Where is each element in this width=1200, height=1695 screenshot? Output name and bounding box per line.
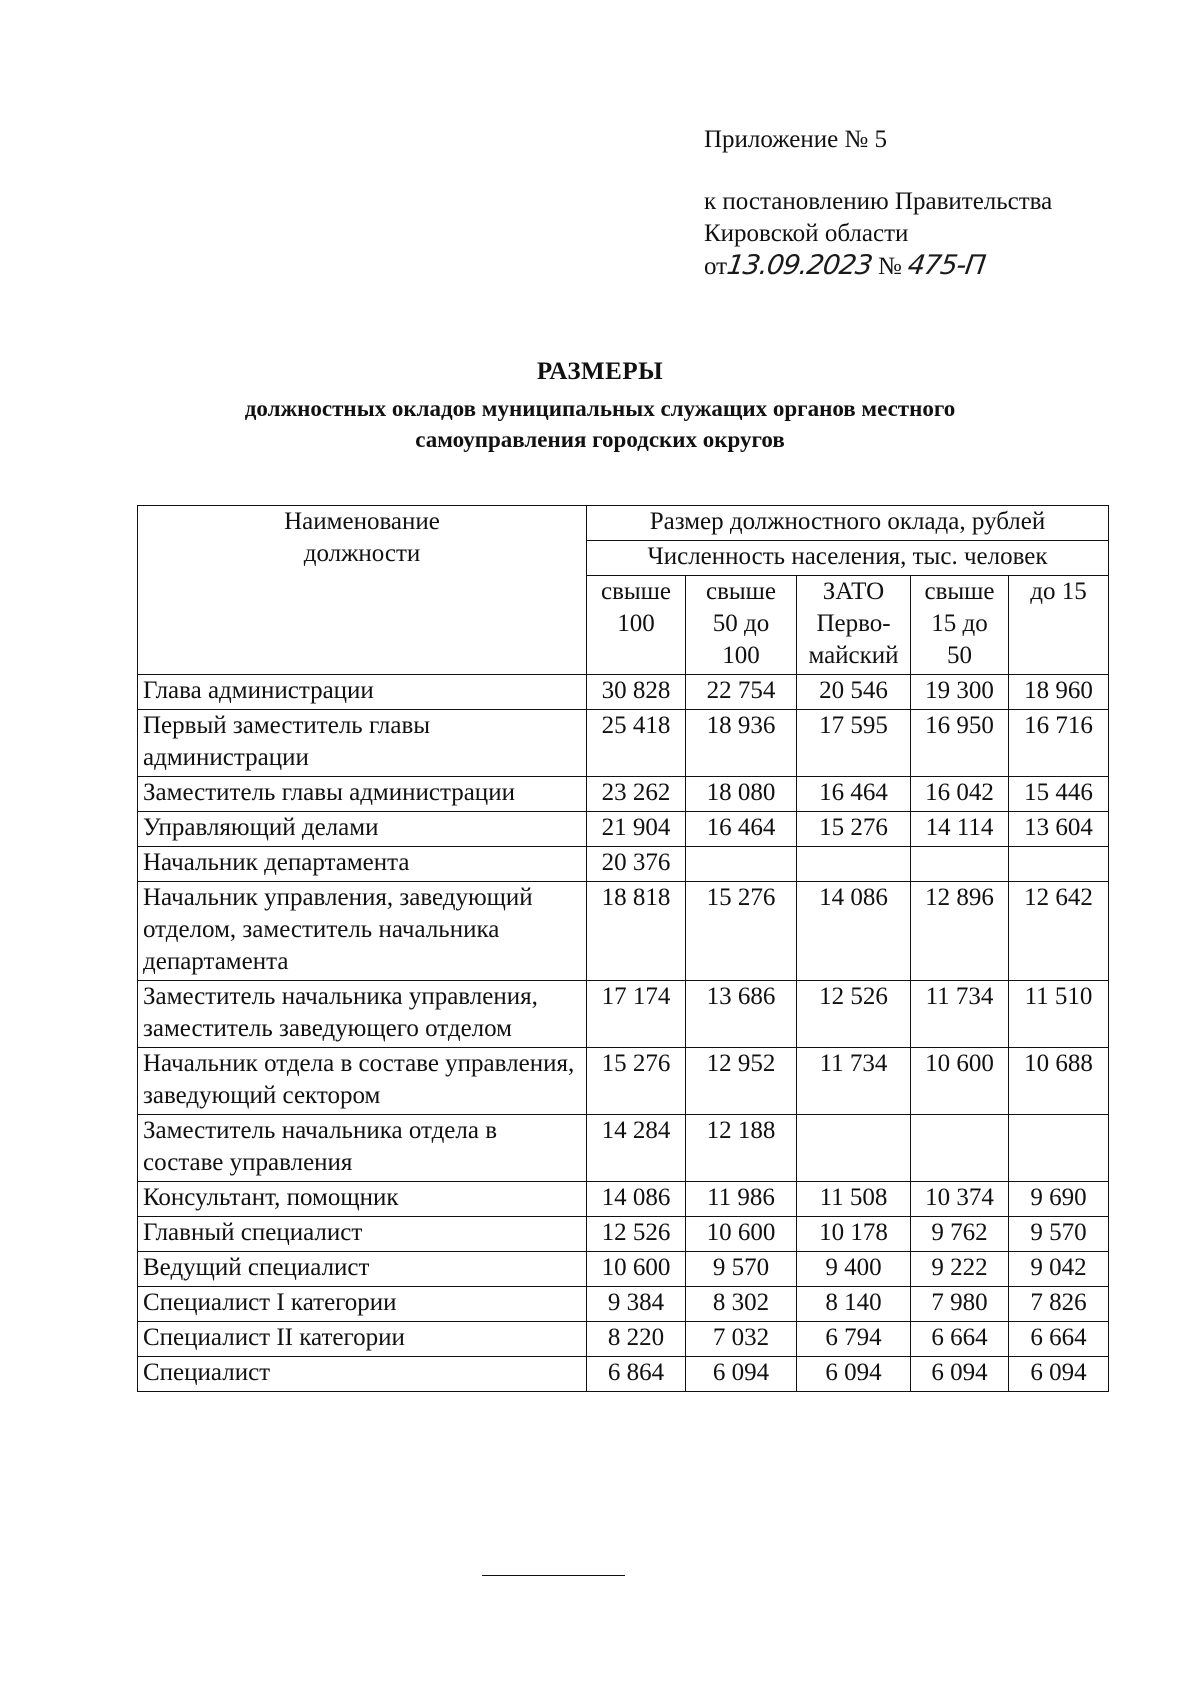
position-name-cell: Специалист	[138, 1357, 587, 1392]
table-row	[138, 981, 1109, 1048]
table-row	[138, 1287, 1109, 1322]
appendix-line-2: Кировской области	[704, 220, 909, 247]
salary-value-cell: 9 042	[1009, 1252, 1109, 1287]
salary-value-cell: 20 546	[797, 675, 911, 710]
column-header: свыше 100	[587, 576, 686, 675]
salary-value-cell: 12 526	[587, 1217, 686, 1252]
salary-value-cell: 16 716	[1009, 710, 1109, 777]
salary-value-cell: 11 510	[1009, 981, 1109, 1048]
position-name-cell: Начальник управления, заведующий отделом, заместитель начальника департамента	[138, 882, 587, 981]
salary-value-cell	[1009, 1115, 1109, 1182]
table-row	[138, 1217, 1109, 1252]
table-row	[138, 1357, 1109, 1392]
position-name-cell: Управляющий делами	[138, 812, 587, 847]
salary-value-cell	[911, 847, 1009, 882]
appendix-title: Приложение № 5	[704, 126, 888, 153]
salary-value-cell: 11 508	[797, 1182, 911, 1217]
footer-divider	[482, 1575, 625, 1576]
salary-value-cell: 14 114	[911, 812, 1009, 847]
salary-value-cell: 14 086	[797, 882, 911, 981]
position-name-cell: Заместитель начальника управления, заместитель заведующего отделом	[138, 981, 587, 1048]
salary-value-cell: 12 896	[911, 882, 1009, 981]
salary-value-cell: 8 302	[686, 1287, 797, 1322]
position-name-cell: Первый заместитель главы администрации	[138, 710, 587, 777]
salary-value-cell: 6 094	[797, 1357, 911, 1392]
appendix-date-line	[704, 250, 985, 283]
salary-value-cell: 13 604	[1009, 812, 1109, 847]
salary-value-cell: 6 864	[587, 1357, 686, 1392]
salary-header: Размер должностного оклада, рублей	[587, 506, 1109, 541]
handwritten-date: 13.09.2023	[725, 250, 874, 281]
salary-table	[137, 505, 1109, 1392]
table-row	[138, 1252, 1109, 1287]
column-header: до 15	[1009, 576, 1109, 675]
table-row	[138, 812, 1109, 847]
position-name-cell: Главный специалист	[138, 1217, 587, 1252]
table-row	[138, 882, 1109, 981]
salary-value-cell	[686, 847, 797, 882]
salary-value-cell: 15 276	[797, 812, 911, 847]
salary-value-cell	[911, 1115, 1009, 1182]
salary-value-cell: 11 734	[797, 1048, 911, 1115]
salary-value-cell: 9 384	[587, 1287, 686, 1322]
salary-value-cell: 12 526	[797, 981, 911, 1048]
salary-value-cell: 9 400	[797, 1252, 911, 1287]
salary-value-cell: 23 262	[587, 777, 686, 812]
salary-value-cell: 16 464	[797, 777, 911, 812]
position-header: Наименование должности	[138, 506, 587, 675]
salary-value-cell: 9 570	[686, 1252, 797, 1287]
salary-value-cell: 9 570	[1009, 1217, 1109, 1252]
salary-value-cell: 15 446	[1009, 777, 1109, 812]
position-name-cell: Специалист I категории	[138, 1287, 587, 1322]
table-row	[138, 777, 1109, 812]
salary-value-cell: 6 794	[797, 1322, 911, 1357]
salary-value-cell: 7 980	[911, 1287, 1009, 1322]
number-prefix: №	[877, 253, 902, 280]
table-row	[138, 710, 1109, 777]
salary-value-cell	[797, 847, 911, 882]
salary-value-cell: 18 936	[686, 710, 797, 777]
salary-value-cell: 8 140	[797, 1287, 911, 1322]
salary-value-cell: 6 664	[911, 1322, 1009, 1357]
position-name-cell: Заместитель главы администрации	[138, 777, 587, 812]
salary-value-cell: 20 376	[587, 847, 686, 882]
salary-value-cell: 6 094	[1009, 1357, 1109, 1392]
position-name-cell: Начальник департамента	[138, 847, 587, 882]
salary-value-cell: 6 094	[686, 1357, 797, 1392]
date-prefix: от	[704, 253, 728, 280]
population-header: Численность населения, тыс. человек	[587, 541, 1109, 576]
salary-value-cell: 6 094	[911, 1357, 1009, 1392]
salary-value-cell: 17 595	[797, 710, 911, 777]
salary-value-cell: 10 600	[686, 1217, 797, 1252]
table-row	[138, 1322, 1109, 1357]
table-row	[138, 675, 1109, 710]
salary-value-cell: 11 734	[911, 981, 1009, 1048]
salary-value-cell: 15 276	[587, 1048, 686, 1115]
salary-value-cell: 18 960	[1009, 675, 1109, 710]
salary-value-cell: 12 188	[686, 1115, 797, 1182]
salary-value-cell: 13 686	[686, 981, 797, 1048]
table-header-row-1	[138, 506, 1109, 541]
salary-value-cell	[1009, 847, 1109, 882]
salary-value-cell: 9 762	[911, 1217, 1009, 1252]
salary-value-cell: 14 284	[587, 1115, 686, 1182]
salary-value-cell: 9 222	[911, 1252, 1009, 1287]
document-subtitle-line-2: самоуправления городских округов	[415, 427, 785, 452]
salary-value-cell: 18 818	[587, 882, 686, 981]
salary-value-cell: 21 904	[587, 812, 686, 847]
column-header: свыше 15 до 50	[911, 576, 1009, 675]
salary-value-cell: 19 300	[911, 675, 1009, 710]
salary-value-cell: 9 690	[1009, 1182, 1109, 1217]
handwritten-number: 475-П	[905, 250, 987, 281]
salary-value-cell: 14 086	[587, 1182, 686, 1217]
column-header: свыше 50 до 100	[686, 576, 797, 675]
table-row	[138, 1182, 1109, 1217]
salary-value-cell: 30 828	[587, 675, 686, 710]
salary-value-cell: 6 664	[1009, 1322, 1109, 1357]
salary-value-cell: 18 080	[686, 777, 797, 812]
salary-value-cell: 16 950	[911, 710, 1009, 777]
salary-value-cell: 12 642	[1009, 882, 1109, 981]
table-row	[138, 1048, 1109, 1115]
position-name-cell: Консультант, помощник	[138, 1182, 587, 1217]
position-name-cell: Начальник отдела в составе управления, заведующий сектором	[138, 1048, 587, 1115]
salary-value-cell: 12 952	[686, 1048, 797, 1115]
document-subtitle-line-1: должностных окладов муниципальных служащих органов местного	[244, 396, 956, 421]
appendix-line-1: к постановлению Правительства	[704, 188, 1053, 215]
position-name-cell: Ведущий специалист	[138, 1252, 587, 1287]
position-name-cell: Заместитель начальника отдела в составе управления	[138, 1115, 587, 1182]
salary-value-cell: 25 418	[587, 710, 686, 777]
salary-value-cell	[797, 1115, 911, 1182]
salary-value-cell: 10 600	[911, 1048, 1009, 1115]
column-header: ЗАТО Перво-майский	[797, 576, 911, 675]
salary-value-cell: 7 826	[1009, 1287, 1109, 1322]
salary-value-cell: 22 754	[686, 675, 797, 710]
salary-value-cell: 17 174	[587, 981, 686, 1048]
salary-value-cell: 15 276	[686, 882, 797, 981]
salary-value-cell: 16 464	[686, 812, 797, 847]
table-row	[138, 847, 1109, 882]
salary-value-cell: 8 220	[587, 1322, 686, 1357]
position-name-cell: Глава администрации	[138, 675, 587, 710]
salary-value-cell: 10 374	[911, 1182, 1009, 1217]
document-title: РАЗМЕРЫ	[536, 358, 664, 385]
salary-table-body	[138, 506, 1109, 1392]
position-name-cell: Специалист II категории	[138, 1322, 587, 1357]
salary-value-cell: 10 600	[587, 1252, 686, 1287]
table-row	[138, 1115, 1109, 1182]
salary-value-cell: 11 986	[686, 1182, 797, 1217]
salary-value-cell: 10 178	[797, 1217, 911, 1252]
salary-value-cell: 10 688	[1009, 1048, 1109, 1115]
salary-value-cell: 16 042	[911, 777, 1009, 812]
salary-value-cell: 7 032	[686, 1322, 797, 1357]
